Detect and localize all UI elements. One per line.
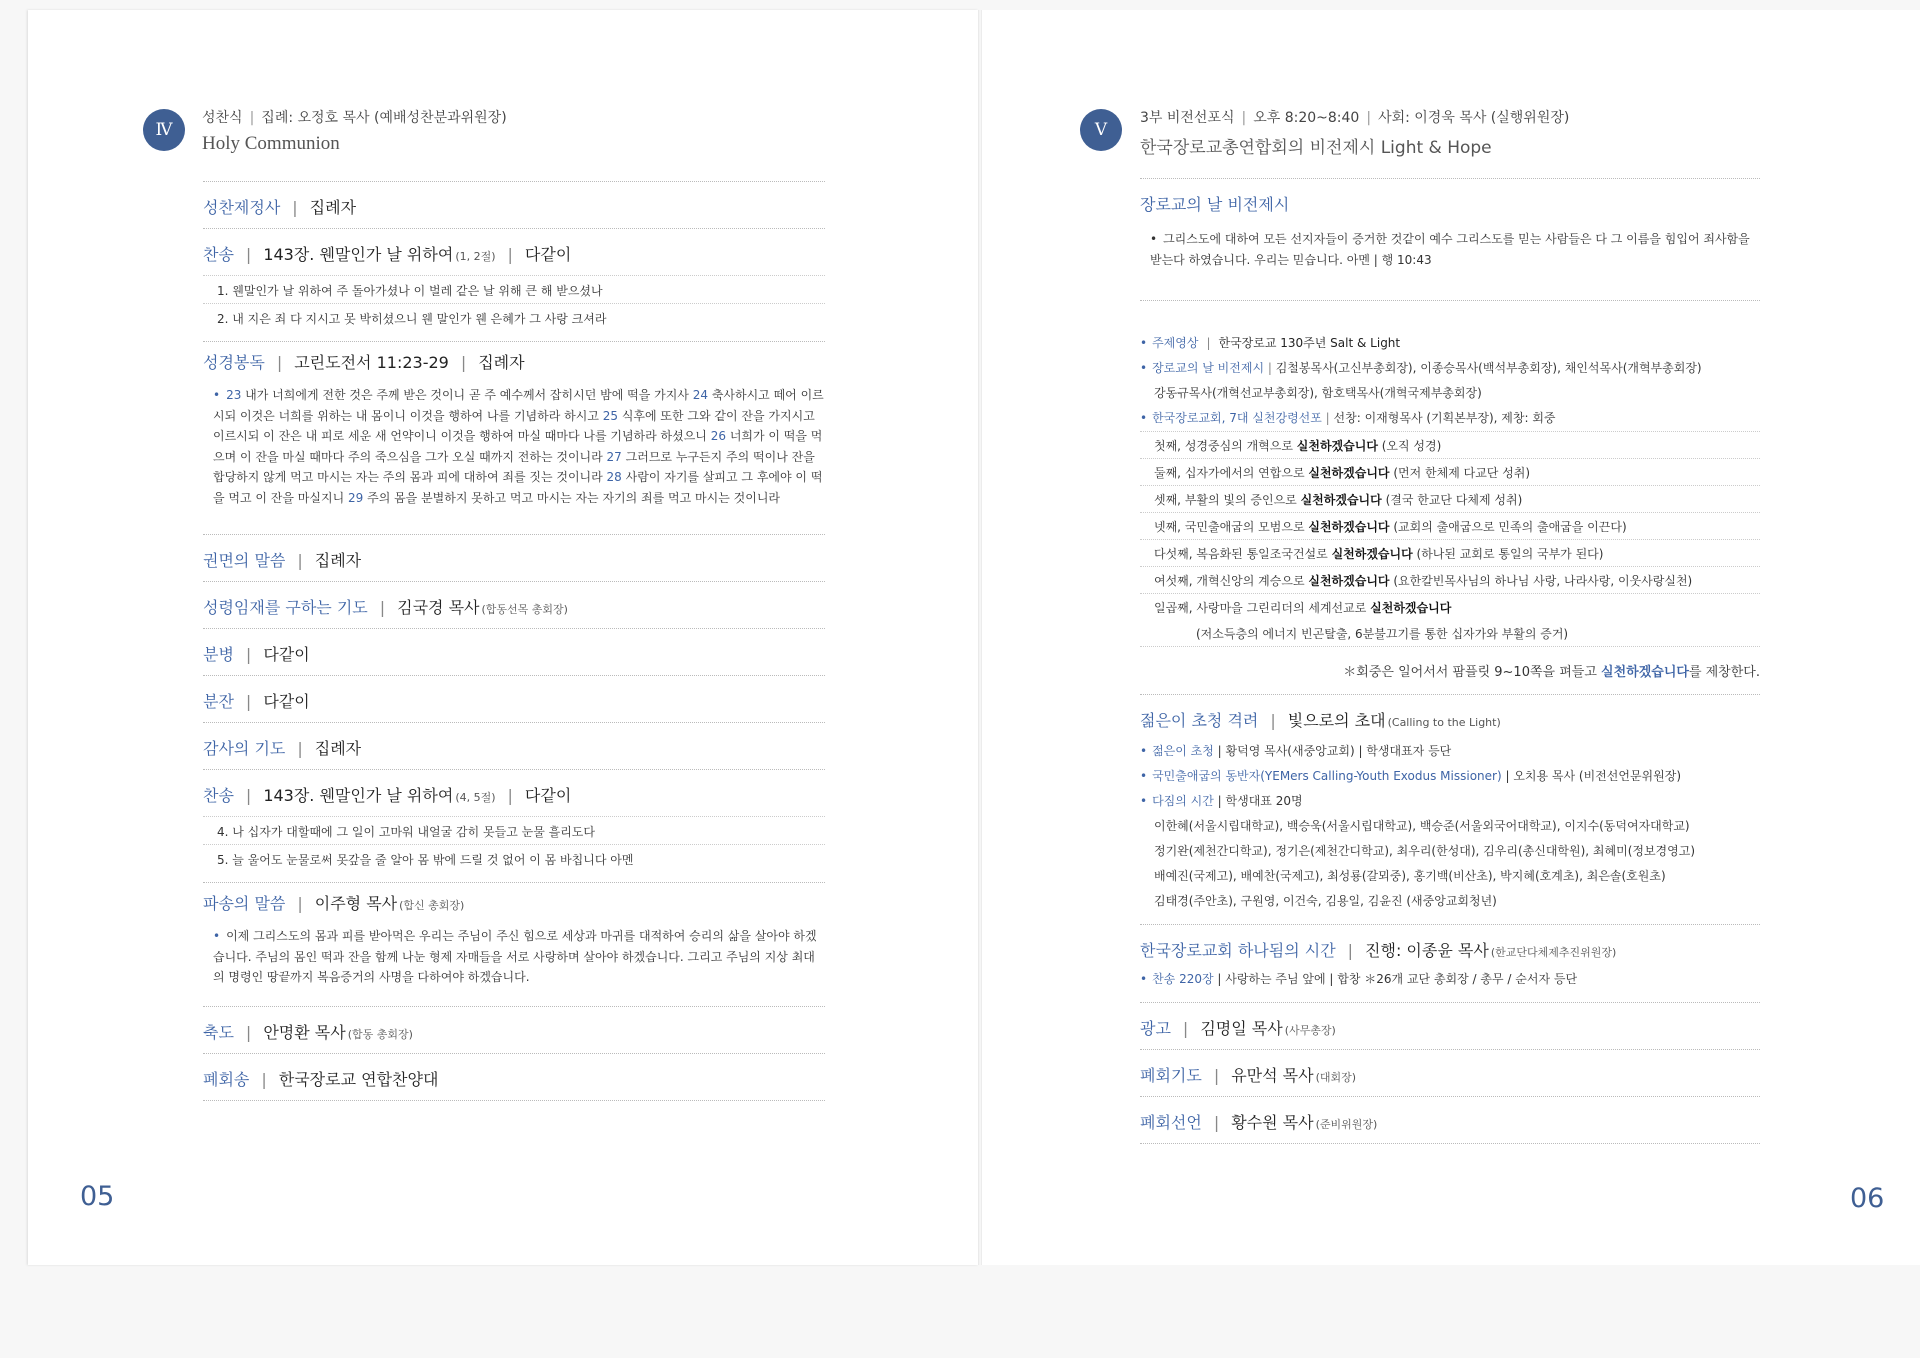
program-item: 폐회기도 | 유만석 목사 (대회장) xyxy=(1140,1049,1760,1096)
item-value: 143장. 웬말인가 날 위하여 xyxy=(263,245,454,264)
youth-value: 빛으로의 초대 xyxy=(1287,711,1386,730)
item-label: 폐회송 xyxy=(203,1069,250,1089)
pledge-label: 한국장로교회, 7대 실천강령선포 xyxy=(1152,411,1322,425)
item-value: 이주형 목사 xyxy=(314,894,398,913)
item-note: (합동선목 총회장) xyxy=(481,603,568,616)
item-value: 김국경 목사 xyxy=(397,598,480,617)
verse-text: 사람이 자기를 살피고 그 후에야 이 떡을 먹고 이 잔을 마실지니 xyxy=(213,470,823,505)
item-label: 파송의 말씀 xyxy=(203,894,286,913)
program-item: 축도 | 안명환 목사 (합동 총회장) xyxy=(203,1006,825,1053)
item-value: 다같이 xyxy=(263,692,310,711)
verse-number: 24 xyxy=(692,388,708,402)
program-item: 파송의 말씀 | 이주형 목사 (합신 총회장) • 이제 그리스도의 몸과 피를 받아먹은 우리는 주님이 주신 힘으로 세상과 마귀를 대적하여 승리의 삶을 살아야 하겠습니다. 주님의 몸인 떡과 잔을 함께 나눈 형제 자매들을 서로 사랑하며 살아야 하겠습니다. 그리고 주님의 지상 최대의 명령인 땅끝까지 복음증거의 사명을 다하여야 하겠습니다. xyxy=(203,882,825,1006)
pledge-item: 다섯째, 복음화된 통일조국건설로 실천하겠습니다 (하나된 교회로 통일의 국부가 된다) xyxy=(1140,540,1760,567)
item-label: 권면의 말씀 xyxy=(203,551,286,570)
page-number-right: 06 xyxy=(1850,1183,1885,1214)
hymn-verse: 5. 늘 울어도 눈물로써 못갚을 줄 알아 몸 밖에 드릴 것 없어 이 몸 바칩니다 아멘 xyxy=(203,844,825,872)
vision-label: 장로교의 날 비전제시 xyxy=(1152,361,1265,375)
left-header: 성찬식 | 집례: 오정호 목사 (예배성찬분과위원장) Holy Communion xyxy=(202,110,507,154)
item-value: 143장. 웬말인가 날 위하여 xyxy=(263,786,454,805)
verse-text: 식후에 또한 그와 같이 잔을 가지시고 이르시되 이 잔은 내 피로 세운 새 언약이니 이것을 행하여 마실 때마다 나를 기념하라 하셨으니 xyxy=(213,408,815,443)
unity-section: 한국장로교회 하나됨의 시간 | 진행: 이종윤 목사 (한교단다체제추진위원장) • 찬송 220장 | 사랑하는 주님 앞에 | 합창 ＊26개 교단 총회장 / 총무 / 순서자 등단 xyxy=(1140,924,1760,1002)
item-note: (합신 총회장) xyxy=(399,899,465,912)
item-value: 고린도전서 11:23-29 xyxy=(294,353,449,372)
hymn-verse: 4. 나 십자가 대할때에 그 일이 고마워 내얼굴 감히 못들고 눈물 흘리도다 xyxy=(203,816,825,844)
pledge-item: 넷째, 국민출애굽의 모범으로 실천하겠습니다 (교회의 출애굽으로 민족의 출애굽을 이끈다) xyxy=(1140,513,1760,540)
youth-line-text: | 황덕영 목사(새중앙교회) | 학생대표자 등단 xyxy=(1213,744,1452,758)
item-value: 김명일 목사 xyxy=(1200,1019,1283,1038)
item-label: 광고 xyxy=(1140,1019,1171,1038)
item-note: (준비위원장) xyxy=(1315,1118,1378,1131)
hymn-verse: 1. 웬말인가 날 위하여 주 돌아가셨나 이 벌레 같은 날 위해 큰 해 받으셨나 xyxy=(203,275,825,303)
item-label: 분잔 xyxy=(203,692,234,711)
left-program xyxy=(203,181,825,1101)
item-note: (사무총장) xyxy=(1284,1024,1336,1037)
header-host: 사회: 이경욱 목사 (실행위원장) xyxy=(1378,110,1570,126)
header-title: 한국장로교총연합회의 비전제시 Light & Hope xyxy=(1140,138,1492,158)
pledge-item: 일곱째, 사랑마을 그린리더의 세계선교로 실천하겠습니다 xyxy=(1154,601,1452,615)
unity-note: (한교단다체제추진위원장) xyxy=(1490,946,1617,959)
pledge-item: 첫째, 성경중심의 개혁으로 실천하겠습니다 (오직 성경) xyxy=(1140,432,1760,459)
item-label: 폐회기도 xyxy=(1140,1066,1202,1085)
item-label: 성찬제정사 xyxy=(203,198,281,217)
item-value2: 집례자 xyxy=(478,353,525,372)
item-note: (합동 총회장) xyxy=(347,1027,413,1041)
item-label: 분병 xyxy=(203,645,234,664)
item-value: 유만석 목사 xyxy=(1231,1066,1314,1085)
item-value: 집례자 xyxy=(314,739,362,758)
item-note: (대회장) xyxy=(1315,1071,1357,1084)
vision-program: • 주제영상 | 한국장로교 130주년 Salt & Light • 장로교의 날 비전제시 | 김철봉목사(고신부총회장), 이종승목사(백석부총회장), 채인석목사(개혁부총회장) 강동규목사(개혁선교부총회장), 함호택목사(개혁국제부총회장) • 한국장로교회, 7대 실천강령선포 | 선창: 이재형목사 (기획본부장), 제창: 회중 첫째, 성경중심의 개혁으로 실천하겠습니다 (오직 성경) 둘째, 십자가에서의 연합으로 실천하겠습니다 (먼저 한체제 다교단 성취) 셋째, 부활의 빛의 증인으로 실천하겠습니다 (결국 한교단 다체제 성취) 넷째, 국민출애굽의 모범으로 실천하겠습니다 (교회의 출애굽으로 민족의 출애굽을 이끈다) 다섯째, 복음화된 통일조국건설로 실천하겠습니다 (하나된 교회로 통일의 국부가 된다) 여섯째, 개혁신앙의 계승으로 실천하겠습니다 (요한칼빈목사님의 하나님 사랑, 나라사랑, 이웃사랑실천) 일곱째, 사랑마을 그린리더의 세계선교로 실천하겠습니다 (저소득층의 에너지 빈곤탈출, 6분불끄기를 통한 십자가와 부활의 증거) ＊회중은 일어서서 팜플릿 9~10쪽을 펴들고 실천하겠습니다를 제창한다. xyxy=(1140,300,1760,694)
student-name-line: 배예진(국제고), 배예찬(국제고), 최성룡(갈뫼중), 홍기백(비산초), 박지혜(호계초), 최은솔(호원초) xyxy=(1154,869,1666,883)
item-value2: 다같이 xyxy=(524,786,572,805)
item-value: 황수원 목사 xyxy=(1231,1113,1314,1132)
program-item: 광고 | 김명일 목사 (사무총장) xyxy=(1140,1002,1760,1049)
program-item: 찬송 | 143장. 웬말인가 날 위하여 (4, 5절) | 다같이 4. 나 십자가 대할때에 그 일이 고마워 내얼굴 감히 못들고 눈물 흘리도다 5. 늘 울어도 눈물로써 못갚을 줄 알아 몸 밖에 드릴 것 없어 이 몸 바칩니다 아멘 xyxy=(203,769,825,882)
program-item: 분잔 | 다같이 xyxy=(203,675,825,722)
sending-text: • 이제 그리스도의 몸과 피를 받아먹은 우리는 주님이 주신 힘으로 세상과 마귀를 대적하여 승리의 삶을 살아야 하겠습니다. 주님의 몸인 떡과 잔을 함께 나눈 형제 자매들을 서로 사랑하며 살아야 하겠습니다. 그리고 주님의 지상 최대의 명령인 땅끝까지 복음증거의 사명을 다하여야 하겠습니다. xyxy=(213,929,817,984)
youth-line-label: 국민출애굽의 동반자(YEMers Calling-Youth Exodus Missioner) xyxy=(1152,769,1502,783)
header-time: 오후 8:20~8:40 xyxy=(1253,110,1360,126)
verse-number: 28 xyxy=(606,470,622,484)
program-item: 분병 | 다같이 xyxy=(203,628,825,675)
item-value: 안명환 목사 xyxy=(263,1022,346,1042)
item-value: 한국장로교 연합찬양대 xyxy=(278,1069,439,1089)
vision-title: 장로교의 날 비전제시 xyxy=(1140,195,1290,214)
item-label: 찬송 xyxy=(203,245,234,264)
vision-text: • 그리스도에 대하여 모든 선지자들이 증거한 것같이 예수 그리스도를 믿는 사람들은 다 그 이름을 힘입어 죄사함을 받는다 하였습니다. 우리는 믿습니다. 아멘 | 행 10:43 xyxy=(1150,232,1750,267)
verse-number: 23 xyxy=(226,388,242,402)
unity-label: 한국장로교회 하나됨의 시간 xyxy=(1140,941,1336,960)
student-name-line: 정기완(제천간디학교), 정기은(제천간디학교), 최우리(한성대), 김우리(총신대학원), 최혜미(정보경영고) xyxy=(1154,844,1696,858)
unity-line-text: | 사랑하는 주님 앞에 | 합창 ＊26개 교단 총회장 / 총무 / 순서자 등단 xyxy=(1213,972,1578,986)
item-label: 감사의 기도 xyxy=(203,739,286,758)
pledge-list xyxy=(1140,432,1760,620)
header-title: Holy Communion xyxy=(202,133,340,154)
hymn-verse: 2. 내 지은 죄 다 지시고 못 박히셨으니 웬 말인가 웬 은혜가 그 사랑 크셔라 xyxy=(203,303,825,331)
verse-text: 너희가 이 떡을 먹으며 이 잔을 마실 때마다 주의 죽으심을 그가 오실 때까지 전하는 것이니라 xyxy=(213,429,823,464)
verse-text: 축사하시고 떼어 이르시되 이것은 너희를 위하는 내 몸이니 이것을 행하여 나를 기념하라 하시고 xyxy=(213,388,824,423)
item-value2: 다같이 xyxy=(524,245,572,264)
item-value: 다같이 xyxy=(263,645,310,664)
youth-note: (Calling to the Light) xyxy=(1387,716,1501,729)
program-item: 권면의 말씀 | 집례자 xyxy=(203,534,825,581)
youth-label: 젊은이 초청 격려 xyxy=(1140,711,1259,730)
pledge-item: 셋째, 부활의 빛의 증인으로 실천하겠습니다 (결국 한교단 다체제 성취) xyxy=(1140,486,1760,513)
pledge-item: 둘째, 십자가에서의 연합으로 실천하겠습니다 (먼저 한체제 다교단 성취) xyxy=(1140,459,1760,486)
program-item: 성령임재를 구하는 기도 | 김국경 목사 (합동선목 총회장) xyxy=(203,581,825,628)
header-officiant: 집례: 오정호 목사 (예배성찬분과위원장) xyxy=(261,110,507,126)
item-label: 축도 xyxy=(203,1022,234,1042)
item-note: (1, 2절) xyxy=(455,250,496,263)
item-value: 집례자 xyxy=(314,551,362,570)
section-badge-v: Ⅴ xyxy=(1080,109,1122,151)
verse-number: 27 xyxy=(606,449,622,464)
unity-value: 진행: 이종윤 목사 xyxy=(1365,941,1489,960)
item-label: 찬송 xyxy=(203,786,234,805)
theme-label: 주제영상 xyxy=(1152,336,1199,350)
program-item: 성경봉독 | 고린도전서 11:23-29 | 집례자 • 23 내가 너희에게 전한 것은 주께 받은 것이니 곧 주 예수께서 잡히시던 밤에 떡을 가지사 24 축사하시고 떼어 이르시되 이것은 너희를 위하는 내 몸이니 이것을 행하여 나를 기념하라 하시고 25 식후에 또한 그와 같이 잔을 가지시고 이르시되 이 잔은 내 피로 세운 새 언약이니 이것을 행하여 마실 때마다 나를 기념하라 하셨으니 26 너희가 이 떡을 먹으며 이 잔을 마실 때마다 주의 죽으심을 그가 오실 때까지 전하는 것이니라 27 그러므로 누구든지 주의 떡이나 잔을 합당하지 않게 먹고 마시는 자는 주의 몸과 피에 대하여 죄를 짓는 것이니라 28 사람이 자기를 살피고 그 후에야 이 떡을 먹고 이 잔을 마실지니 29 주의 몸을 분별하지 못하고 먹고 마시는 자는 자기의 죄를 먹고 마시는 것이니라 xyxy=(203,341,825,528)
verse-number: 25 xyxy=(602,408,619,423)
scripture-text: • 23 내가 너희에게 전한 것은 주께 받은 것이니 곧 주 예수께서 잡히시던 밤에 떡을 가지사 24 축사하시고 떼어 이르시되 이것은 너희를 위하는 내 몸이니 이것을 행하여 나를 기념하라 하시고 25 식후에 또한 그와 같이 잔을 가지시고 이르시되 이 잔은 내 피로 세운 새 언약이니 이것을 행하여 마실 때마다 나를 기념하라 하셨으니 26 너희가 이 떡을 먹으며 이 잔을 마실 때마다 주의 죽으심을 그가 오실 때까지 전하는 것이니라 27 그러므로 누구든지 주의 떡이나 잔을 합당하지 않게 먹고 마시는 자는 주의 몸과 피에 대하여 죄를 짓는 것이니라 28 사람이 자기를 살피고 그 후에야 이 떡을 먹고 이 잔을 마실지니 29 주의 몸을 분별하지 못하고 먹고 마시는 자는 자기의 죄를 먹고 마시는 것이니라 xyxy=(213,388,824,505)
item-label: 폐회선언 xyxy=(1140,1113,1202,1132)
youth-line-text: | 학생대표 20명 xyxy=(1213,794,1303,808)
theme-value: 한국장로교 130주년 Salt & Light xyxy=(1218,336,1401,350)
item-note: (4, 5절) xyxy=(455,791,496,804)
right-header: 3부 비전선포식 | 오후 8:20~8:40 | 사회: 이경욱 목사 (실행위원장) 한국장로교총연합회의 비전제시 Light & Hope xyxy=(1140,110,1570,158)
item-label: 성경봉독 xyxy=(203,353,265,372)
item-value: 집례자 xyxy=(309,198,357,217)
pledge-item: 여섯째, 개혁신앙의 계승으로 실천하겠습니다 (요한칼빈목사님의 하나님 사랑, 나라사랑, 이웃사랑실천) xyxy=(1140,567,1760,594)
unity-line-label: 찬송 220장 xyxy=(1152,972,1214,986)
vision-people: 김철봉목사(고신부총회장), 이종승목사(백석부총회장), 채인석목사(개혁부총회장) xyxy=(1275,361,1702,375)
item-label: 성령임재를 구하는 기도 xyxy=(203,598,368,617)
program-item: 성찬제정사 | 집례자 xyxy=(203,181,825,228)
verse-text: 내가 너희에게 전한 것은 주께 받은 것이니 곧 주 예수께서 잡히시던 밤에 떡을 가지사 xyxy=(241,388,693,402)
congregation-note: ＊회중은 일어서서 팜플릿 9~10쪽을 펴들고 실천하겠습니다를 제창한다. xyxy=(1343,665,1760,680)
program-item: 감사의 기도 | 집례자 xyxy=(203,722,825,769)
header-part: 성찬식 xyxy=(202,110,243,126)
verse-number: 29 xyxy=(348,490,364,505)
pledge-sub: (저소득층의 에너지 빈곤탈출, 6분불끄기를 통한 십자가와 부활의 증거) xyxy=(1140,620,1760,647)
header-part: 3부 비전선포식 xyxy=(1140,110,1235,126)
book-spine xyxy=(978,10,982,1265)
youth-section: 젊은이 초청 격려 | 빛으로의 초대 (Calling to the Light) • 젊은이 초청 | 황덕영 목사(새중앙교회) | 학생대표자 등단 • 국민출애굽의 동반자(YEMers Calling-Youth Exodus Missioner) | 오치용 목사 (비전선언문위원장) • 다짐의 시간 | 학생대표 20명 이한혜(서울시립대학교), 백승욱(서울시립대학교), 백승준(서울외국어대학교), 이지수(동덕여자대학교) 정기완(제천간디학교), 정기은(제천간디학교), 최우리(한성대), 김우리(총신대학원), 최혜미(정보경영고) 배예진(국제고), 배예찬(국제고), 최성룡(갈뫼중), 홍기백(비산초), 박지혜(호계초), 최은솔(호원초) 김태경(주안초), 구원영, 이건숙, 김용일, 김윤진 (새중앙교회청년) xyxy=(1140,694,1760,924)
student-name-line: 이한혜(서울시립대학교), 백승욱(서울시립대학교), 백승준(서울외국어대학교), 이지수(동덕여자대학교) xyxy=(1154,819,1690,833)
vision-section xyxy=(1140,178,1760,300)
student-name-line: 김태경(주안초), 구원영, 이건숙, 김용일, 김윤진 (새중앙교회청년) xyxy=(1154,894,1497,908)
youth-line-text: | 오치용 목사 (비전선언문위원장) xyxy=(1501,769,1682,783)
verse-number: 26 xyxy=(710,429,726,443)
program-item: 폐회송 | 한국장로교 연합찬양대 xyxy=(203,1053,825,1101)
youth-line-label: 다짐의 시간 xyxy=(1152,794,1214,808)
verse-text: 주의 몸을 분별하지 못하고 먹고 마시는 자는 자기의 죄를 먹고 마시는 것이니라 xyxy=(363,490,781,505)
program-item: 찬송 | 143장. 웬말인가 날 위하여 (1, 2절) | 다같이 1. 웬말인가 날 위하여 주 돌아가셨나 이 벌레 같은 날 위해 큰 해 받으셨나 2. 내 지은 죄 다 지시고 못 박히셨으니 웬 말인가 웬 은혜가 그 사랑 크셔라 xyxy=(203,228,825,341)
pledge-value: 선창: 이재형목사 (기획본부장), 제창: 회중 xyxy=(1333,411,1556,425)
section-badge-iv: Ⅳ xyxy=(143,109,185,151)
page-number-left: 05 xyxy=(80,1181,115,1212)
program-item: 폐회선언 | 황수원 목사 (준비위원장) xyxy=(1140,1096,1760,1144)
verse-text: 그러므로 누구든지 주의 떡이나 잔을 합당하지 않게 먹고 마시는 자는 주의 몸과 피에 대하여 죄를 짓는 것이니라 xyxy=(213,449,815,484)
youth-line-label: 젊은이 초청 xyxy=(1152,744,1214,758)
vision-people-2: 강동규목사(개혁선교부총회장), 함호택목사(개혁국제부총회장) xyxy=(1154,386,1482,400)
right-program xyxy=(1140,178,1760,1144)
